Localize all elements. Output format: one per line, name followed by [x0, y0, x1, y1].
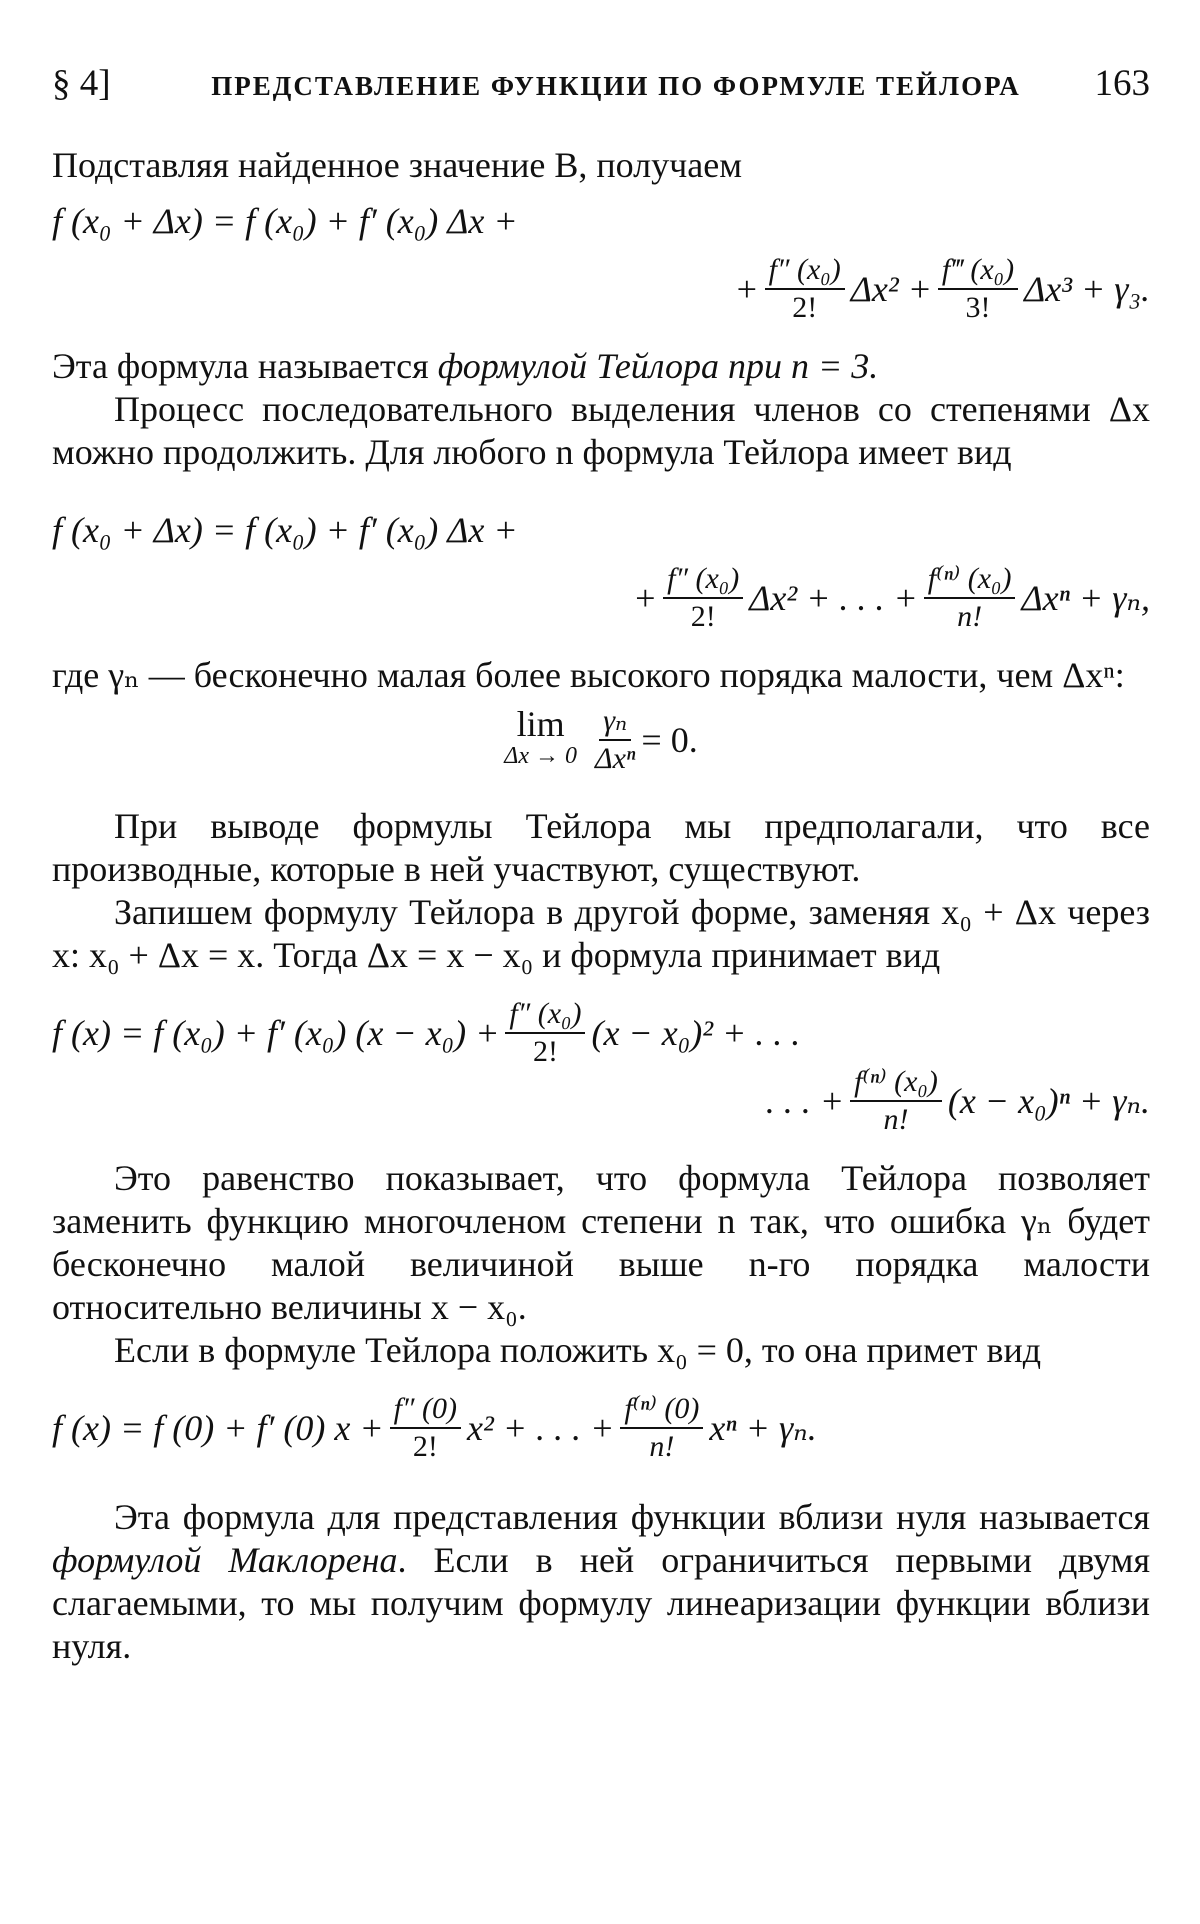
formula-text: Δx² + . . . + — [749, 578, 918, 618]
formula-text: . . . + — [765, 1081, 845, 1121]
text-run: Эта формула называется — [52, 346, 438, 386]
formula-row — [52, 1067, 1150, 1135]
formula-text: (x − x₀)² + . . . — [591, 1013, 801, 1053]
formula-text: f (x) = f (0) + f′ (0) x + — [52, 1408, 384, 1448]
paragraph-maclaurin — [52, 1496, 1150, 1668]
paragraph-remainder: где γₙ — бесконечно малая более высокого порядка малости, чем Δxⁿ: — [52, 655, 1125, 695]
formula-text: (x − x₀)ⁿ + γₙ. — [947, 1081, 1150, 1121]
formula-text: + — [734, 269, 759, 309]
paragraph-taylor-n3 — [52, 345, 1150, 388]
limit-formula — [52, 697, 1150, 783]
limit-subscript: Δx → 0 — [504, 743, 578, 769]
fraction-numerator: f″ (x₀) — [505, 998, 585, 1034]
formula-text: f (x₀ + Δx) = f (x₀) + f′ (x₀) Δx + — [52, 510, 518, 550]
paragraph-polynomial: Это равенство показывает, что формула Тейлора позволяет заменить функцию многочленом степени n так, что ошибка γₙ будет бесконечно малой величиной выше n-го порядка малости относительно величины x − x₀. — [52, 1158, 1150, 1327]
italic-term: формулой Тейлора при n = 3. — [437, 346, 879, 386]
text-run: . Если в ней ограничиться первыми двумя слагаемыми, то мы получим формулу линеаризации функции вблизи нуля. — [52, 1540, 1151, 1666]
paragraph-substitution: Подставляя найденное значение B, получаем — [52, 145, 742, 185]
formula-text: f (x₀ + Δx) = f (x₀) + f′ (x₀) Δx + — [52, 201, 518, 241]
formula-text: = 0. — [641, 720, 698, 760]
taylor-formula-general — [52, 496, 1150, 632]
fraction-numerator: f″ (x₀) — [765, 254, 845, 290]
paragraph-process: Процесс последовательного выделения членов со степенями Δx можно продолжить. Для любого n формула Тейлора имеет вид — [52, 389, 1150, 472]
running-header — [52, 62, 1150, 122]
formula-row — [52, 1394, 1150, 1462]
formula-row — [52, 187, 1150, 255]
fraction — [595, 705, 635, 775]
paragraph-derivatives-exist: При выводе формулы Тейлора мы предполагали, что все производные, которые в ней участвуют, существуют. — [52, 806, 1150, 889]
formula-row — [52, 564, 1150, 632]
formula-text: + — [632, 578, 658, 618]
italic-term: формулой Маклорена — [52, 1540, 398, 1580]
fraction-denominator: 2! — [412, 1430, 438, 1463]
fraction — [663, 563, 743, 633]
fraction-denominator: n! — [883, 1103, 909, 1136]
fraction-denominator: 2! — [690, 600, 716, 633]
fraction-numerator: f″ (x₀) — [663, 563, 743, 599]
fraction-denominator: 2! — [532, 1035, 558, 1068]
limit-operator — [504, 704, 578, 772]
paragraph-other-form: Запишем формулу Тейлора в другой форме, заменяя x₀ + Δx через x: x₀ + Δx = x. Тогда Δx = x − x₀ и формула принимает вид — [52, 892, 1150, 975]
taylor-formula-x — [52, 999, 1150, 1135]
formula-text: Δx² + — [850, 269, 932, 309]
fraction — [938, 254, 1018, 324]
formula-text: xⁿ + γₙ. — [709, 1408, 817, 1448]
fraction-numerator: γₙ — [599, 705, 631, 741]
fraction-denominator: 2! — [792, 291, 818, 324]
fraction — [505, 998, 585, 1068]
fraction-denominator: Δxⁿ — [595, 742, 636, 775]
formula-text: Δxⁿ + γₙ, — [1021, 578, 1150, 618]
text-run: Эта формула для представления функции вблизи нуля называется — [114, 1497, 1150, 1537]
formula-row — [52, 255, 1150, 323]
maclaurin-formula — [52, 1394, 1150, 1462]
fraction-numerator: f⁽ⁿ⁾ (0) — [620, 1393, 703, 1429]
running-title: ПРЕДСТАВЛЕНИЕ ФУНКЦИИ ПО ФОРМУЛЕ ТЕЙЛОРА — [211, 71, 1021, 101]
fraction-numerator: f‴ (x₀) — [938, 254, 1018, 290]
fraction-denominator: 3! — [965, 291, 991, 324]
fraction-denominator: n! — [649, 1430, 675, 1463]
limit-label: lim — [516, 704, 565, 744]
fraction-numerator: f″ (0) — [390, 1393, 461, 1429]
fraction — [765, 254, 845, 324]
section-marker: § 4] — [52, 63, 111, 104]
formula-text: Δx³ + γ₃. — [1024, 269, 1150, 309]
fraction-numerator: f⁽ⁿ⁾ (x₀) — [924, 563, 1016, 599]
fraction — [620, 1393, 703, 1463]
formula-text: x² + . . . + — [466, 1408, 615, 1448]
fraction — [850, 1066, 942, 1136]
taylor-formula-n3 — [52, 187, 1150, 323]
formula-row — [52, 496, 1150, 564]
formula-row — [52, 999, 1150, 1067]
fraction-denominator: n! — [957, 600, 983, 633]
fraction-numerator: f⁽ⁿ⁾ (x₀) — [850, 1066, 942, 1102]
fraction — [924, 563, 1016, 633]
page-number: 163 — [1094, 63, 1150, 104]
fraction — [390, 1393, 461, 1463]
paragraph-x0-zero: Если в формуле Тейлора положить x₀ = 0, то она примет вид — [114, 1330, 1042, 1370]
formula-row — [52, 697, 1150, 783]
formula-text: f (x) = f (x₀) + f′ (x₀) (x − x₀) + — [52, 1013, 500, 1053]
